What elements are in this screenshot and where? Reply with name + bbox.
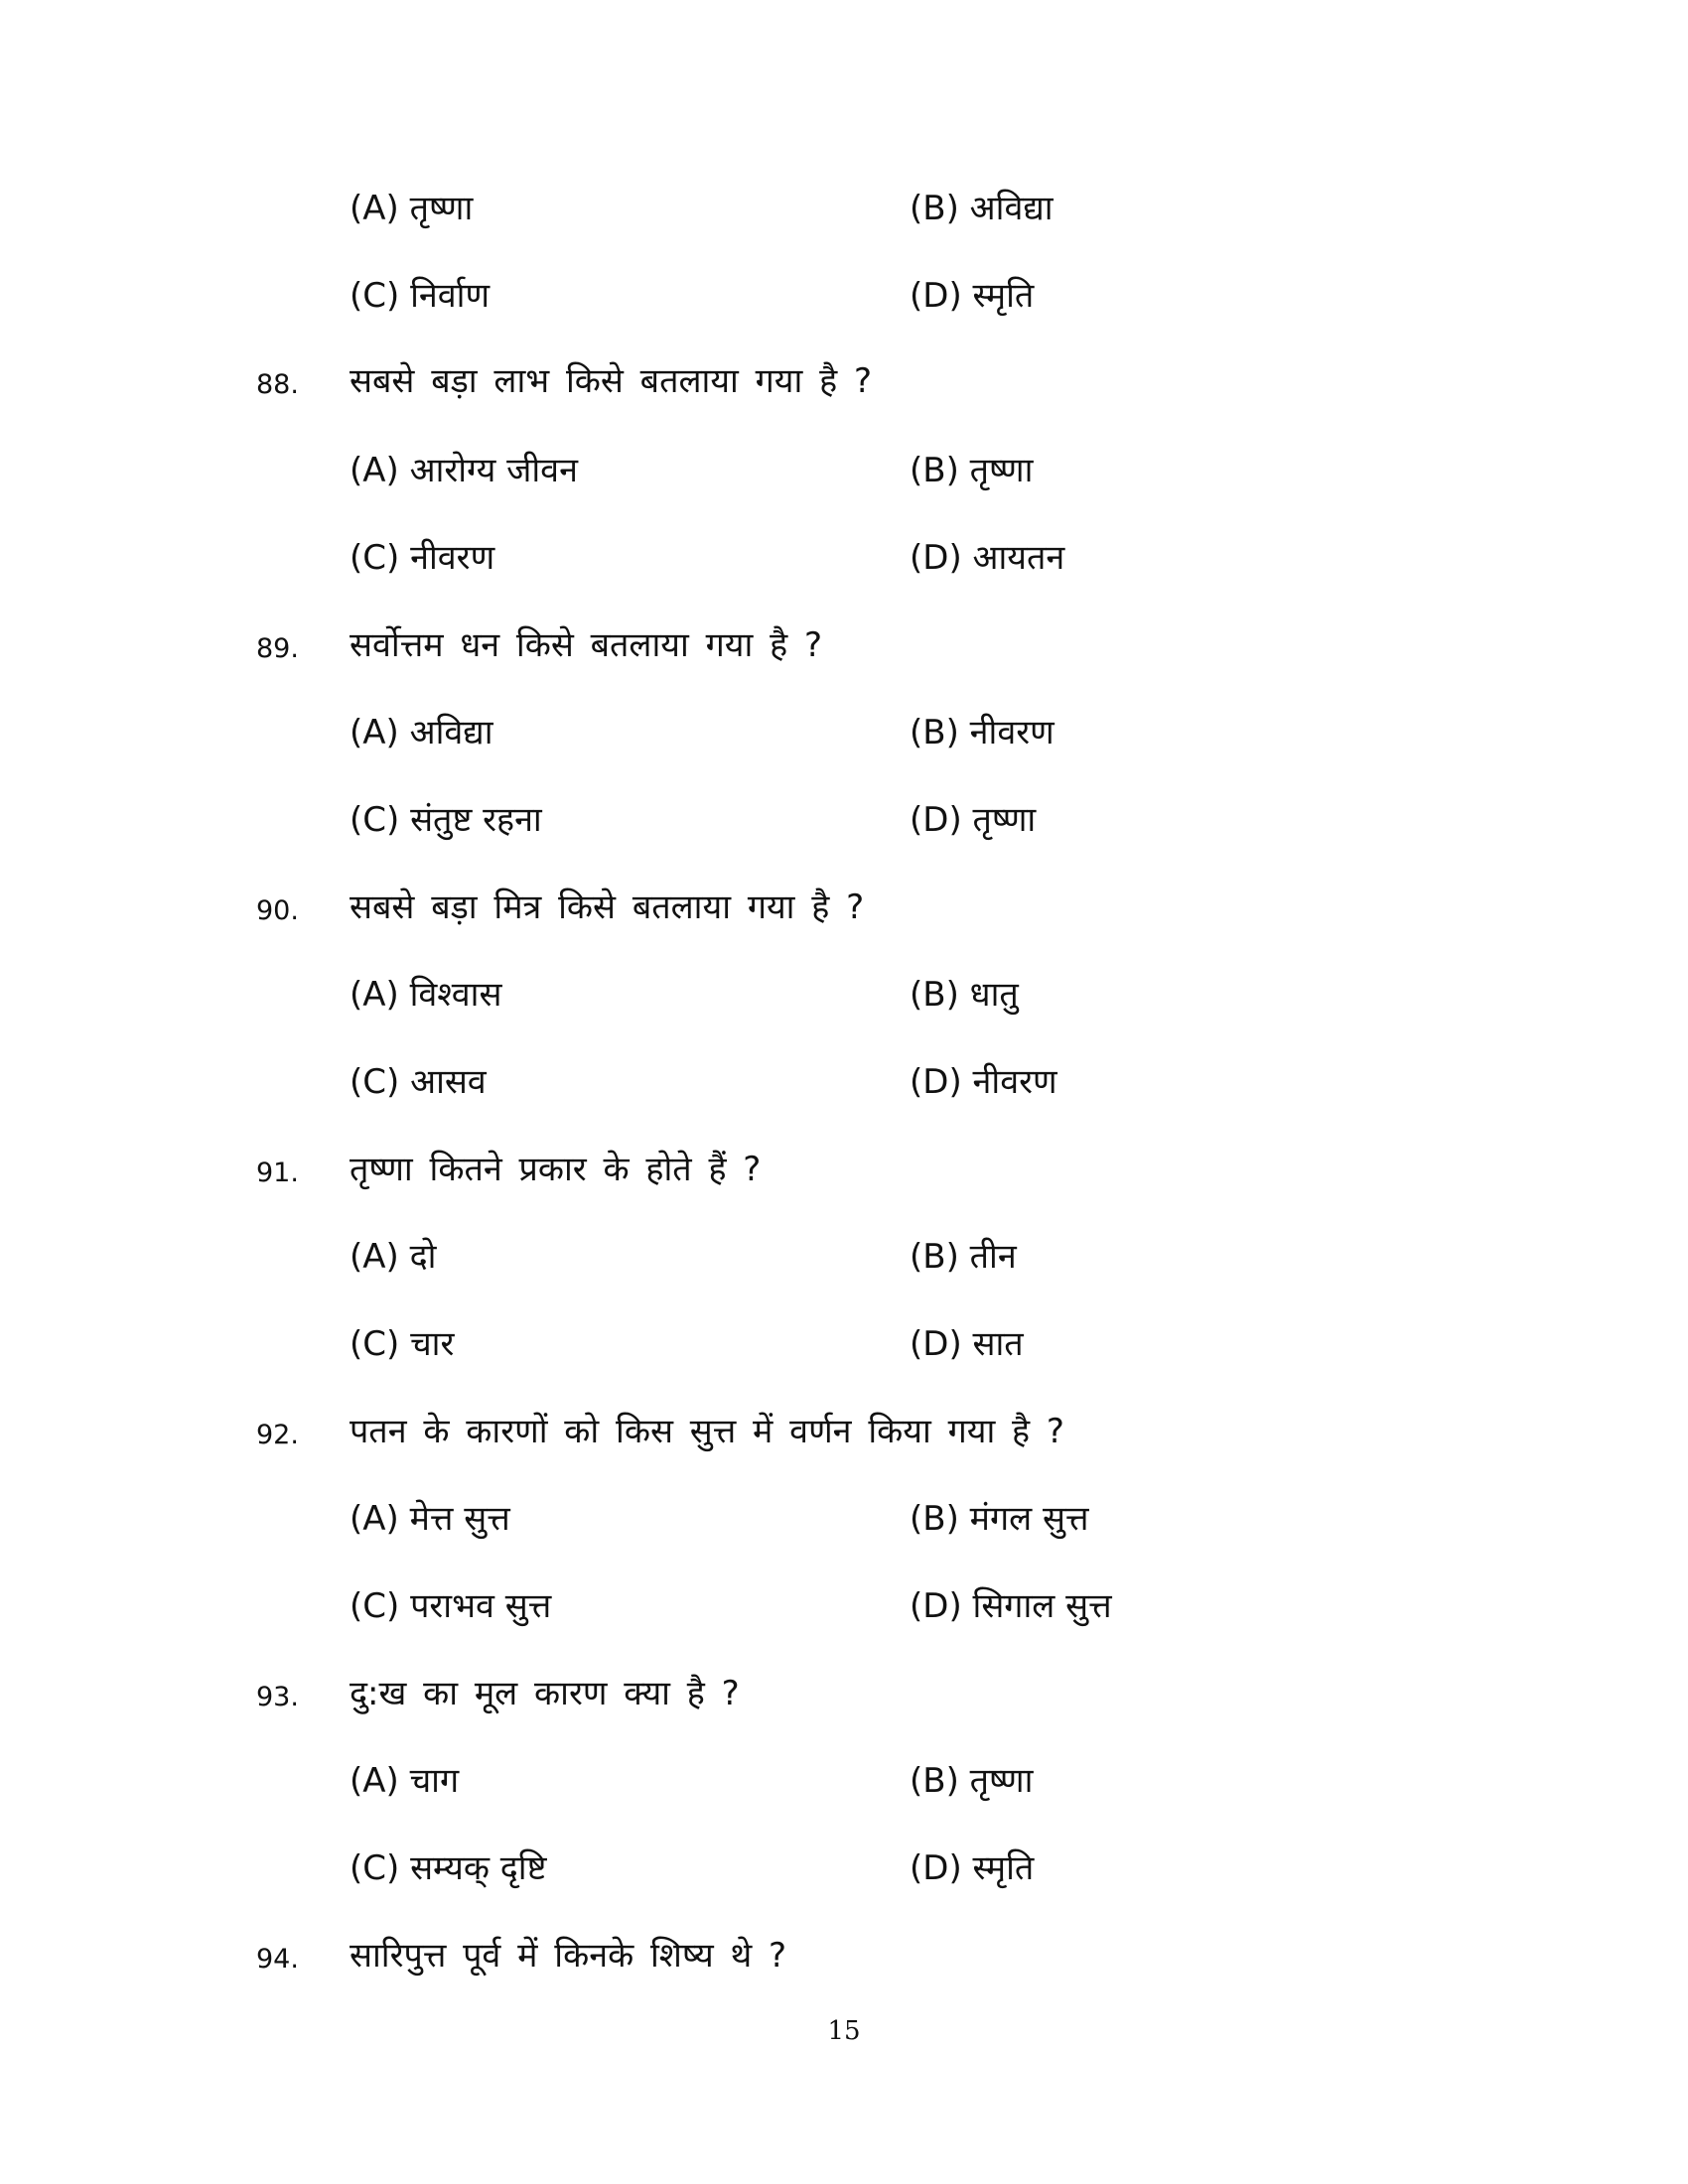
- question-number: 91.: [256, 1158, 299, 1188]
- option-c: (C) आसव: [350, 1062, 487, 1102]
- option-c: (C) नीवरण: [350, 538, 495, 578]
- prev-option-d: (D) स्मृति: [910, 276, 1035, 316]
- option-d: (D) सात: [910, 1324, 1024, 1364]
- option-b: (B) तृष्णा: [910, 1761, 1034, 1801]
- option-a: (A) अविद्या: [350, 713, 493, 752]
- question-text: सबसे बड़ा मित्र किसे बतलाया गया है ?: [350, 887, 865, 927]
- question-number: 94.: [256, 1944, 299, 1975]
- option-c: (C) पराभव सुत्त: [350, 1586, 552, 1626]
- question-number: 90.: [256, 895, 299, 926]
- question-number: 89.: [256, 633, 299, 664]
- option-b: (B) धातु: [910, 975, 1019, 1015]
- option-b: (B) तृष्णा: [910, 451, 1034, 490]
- option-a: (A) मेत्त सुत्त: [350, 1499, 510, 1539]
- prev-option-b: (B) अविद्या: [910, 189, 1054, 228]
- option-c: (C) चार: [350, 1324, 455, 1364]
- option-a: (A) दो: [350, 1237, 437, 1277]
- option-a: (A) विश्वास: [350, 975, 502, 1015]
- option-a: (A) आरोग्य जीवन: [350, 451, 578, 490]
- option-d: (D) नीवरण: [910, 1062, 1057, 1102]
- question-text: सबसे बड़ा लाभ किसे बतलाया गया है ?: [350, 361, 873, 401]
- option-a: (A) चाग: [350, 1761, 460, 1801]
- prev-option-a: (A) तृष्णा: [350, 189, 474, 228]
- question-number: 93.: [256, 1682, 299, 1712]
- option-b: (B) नीवरण: [910, 713, 1055, 752]
- option-c: (C) संतुष्ट रहना: [350, 800, 542, 840]
- question-text: दु:ख का मूल कारण क्या है ?: [350, 1674, 740, 1713]
- question-text: सारिपुत्त पूर्व में किनके शिष्य थे ?: [350, 1936, 787, 1976]
- option-d: (D) तृष्णा: [910, 800, 1037, 840]
- option-b: (B) मंगल सुत्त: [910, 1499, 1089, 1539]
- question-number: 88.: [256, 369, 299, 400]
- option-d: (D) स्मृति: [910, 1848, 1035, 1888]
- page-number: 15: [827, 2016, 861, 2046]
- prev-option-c: (C) निर्वाण: [350, 276, 491, 316]
- option-d: (D) आयतन: [910, 538, 1065, 578]
- option-c: (C) सम्यक् दृष्टि: [350, 1848, 547, 1888]
- question-text: पतन के कारणों को किस सुत्त में वर्णन किया गया है ?: [350, 1412, 1064, 1451]
- question-text: तृष्णा कितने प्रकार के होते हैं ?: [350, 1150, 762, 1189]
- option-d: (D) सिगाल सुत्त: [910, 1586, 1112, 1626]
- question-text: सर्वोत्तम धन किसे बतलाया गया है ?: [350, 625, 822, 665]
- option-b: (B) तीन: [910, 1237, 1017, 1277]
- question-number: 92.: [256, 1420, 299, 1450]
